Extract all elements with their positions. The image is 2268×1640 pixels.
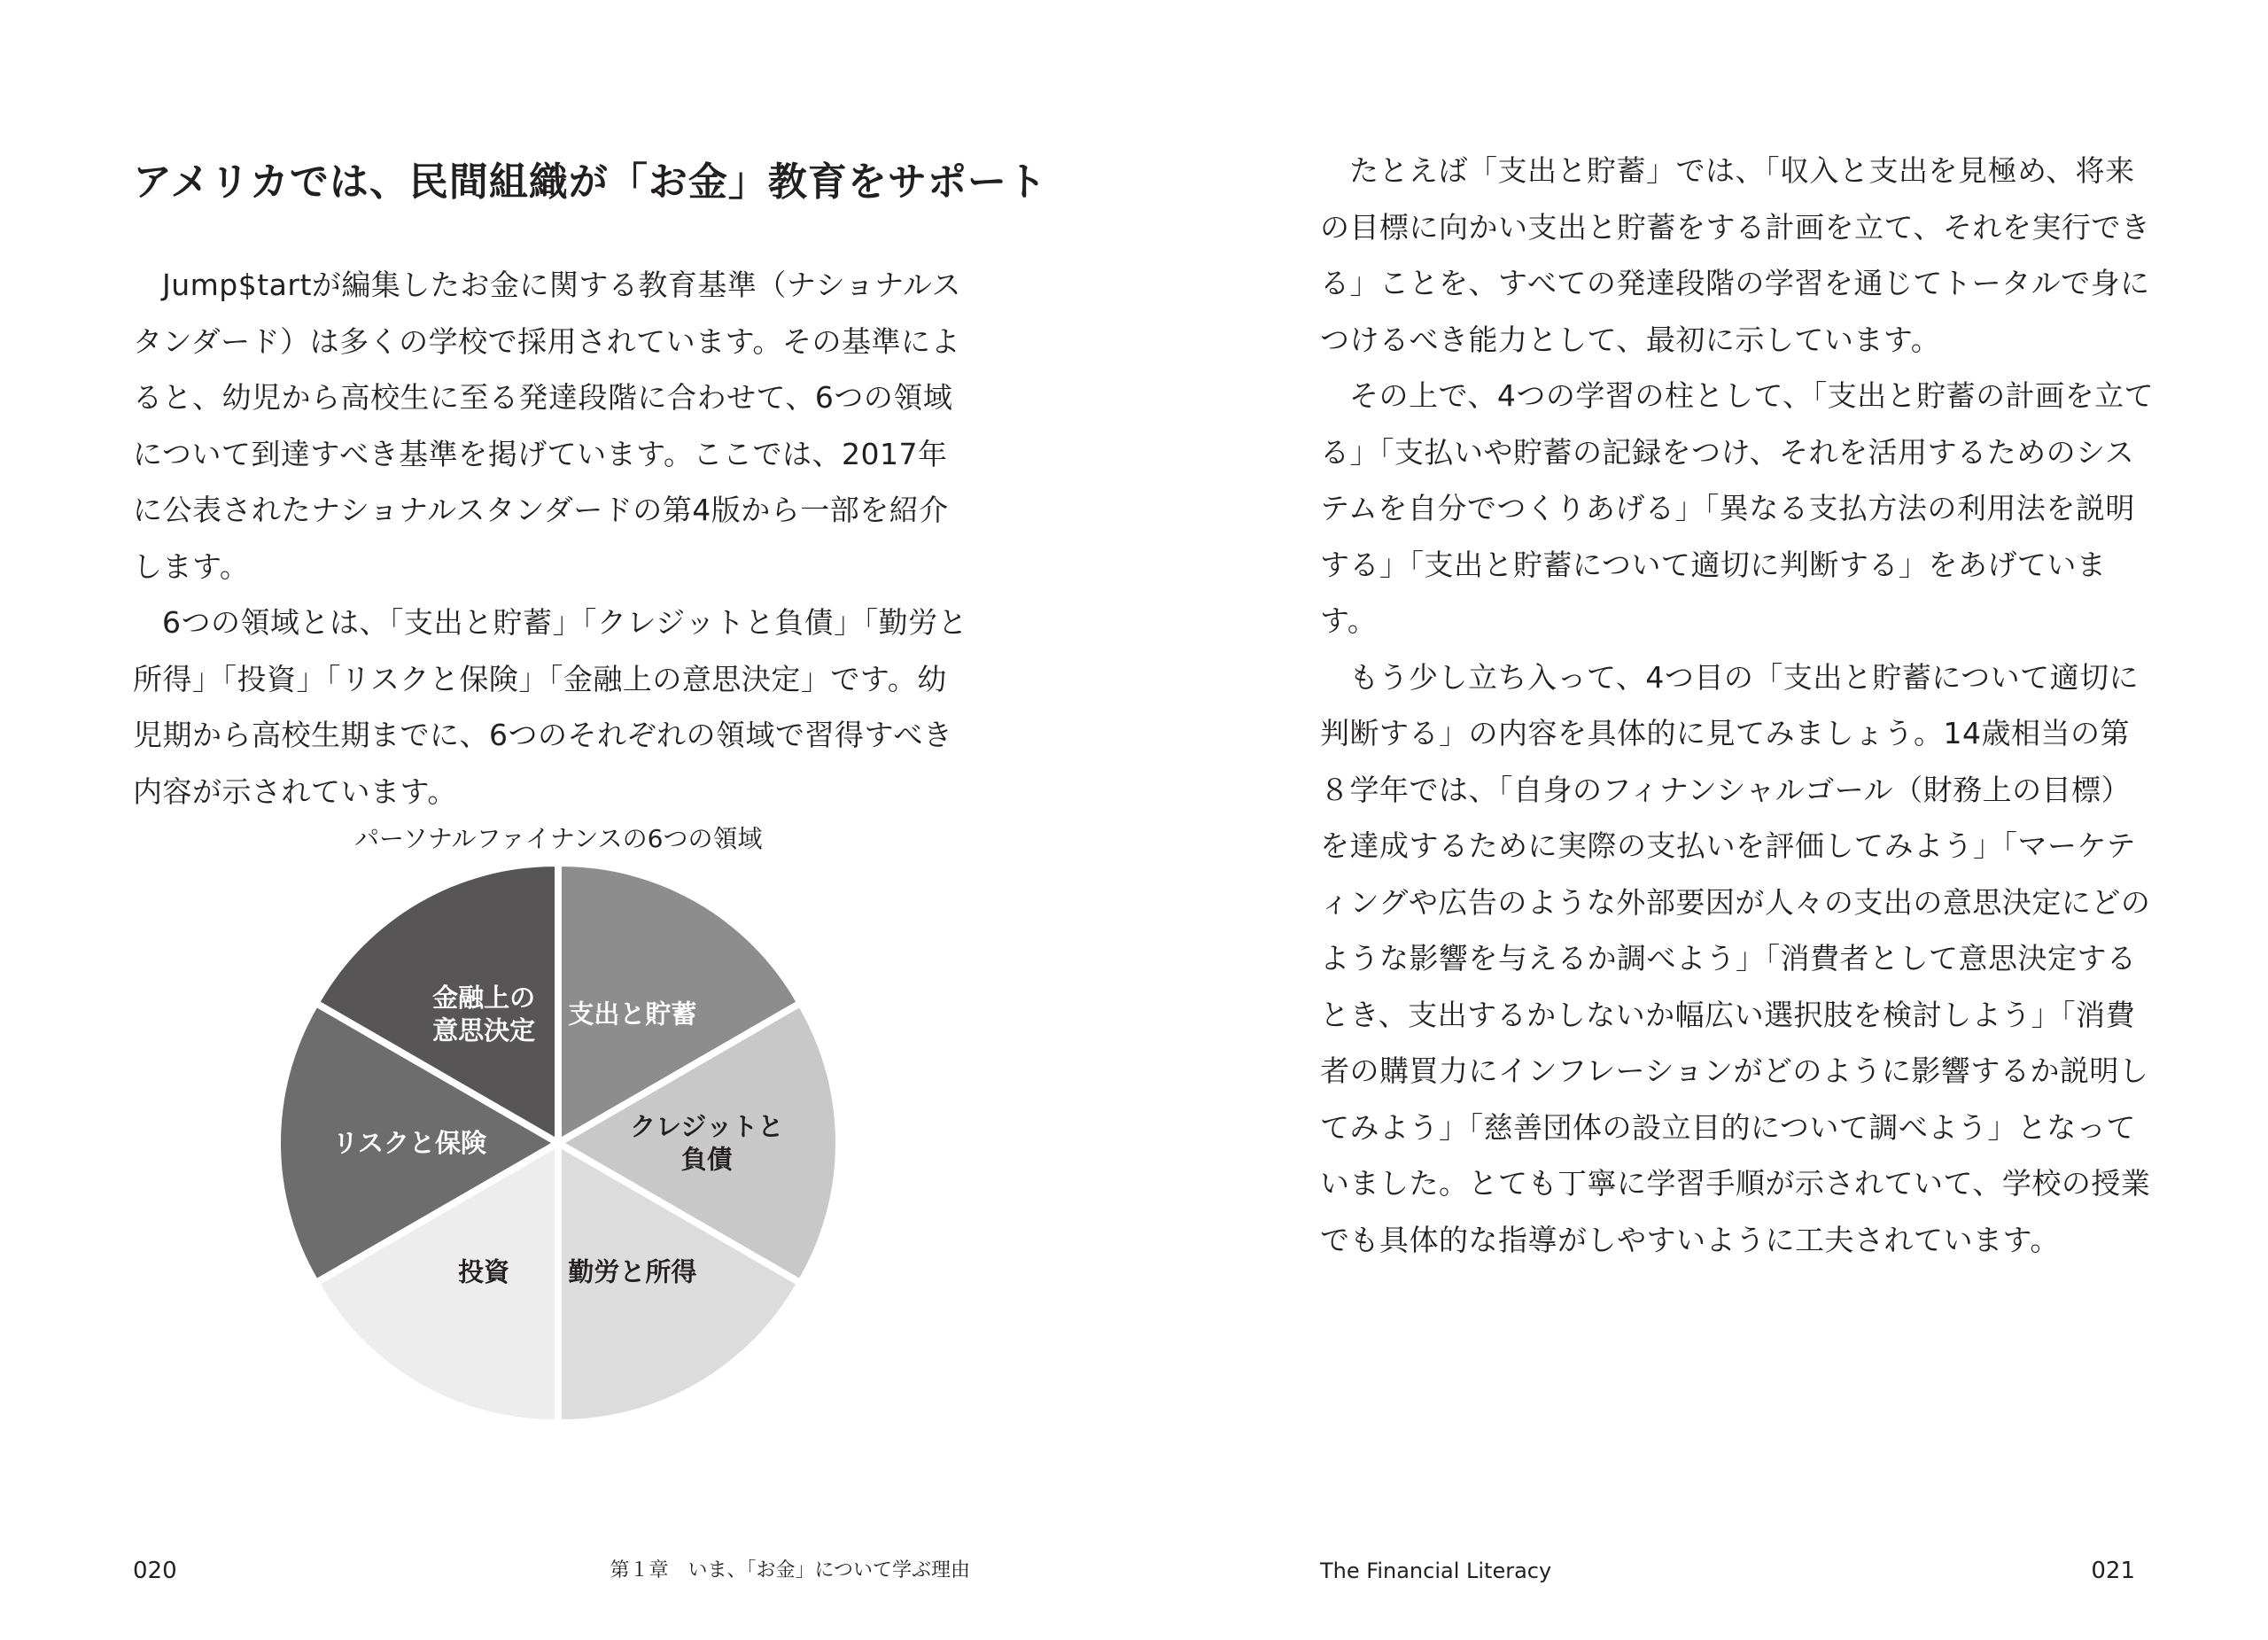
- right-page: [1134, 0, 2268, 1640]
- right-body-text: [1320, 143, 2157, 1268]
- left-body-text: [133, 257, 970, 820]
- pie-slice-label: クレジットと負債: [630, 1111, 784, 1175]
- pie-slice-label: 支出と貯蓄: [568, 999, 697, 1030]
- paragraph: その上で、4つの学習の柱として、「支出と貯蓄の計画を立てる」「支払いや貯蓄の記録をつけ、それを活用するためのシステムを自分でつくりあげる」「異なる支払方法の利用法を説明する」「支出と貯蓄について適切に判断する」をあげています。: [1320, 378, 2155, 638]
- pie-chart: [275, 859, 842, 1426]
- pie-chart-svg: [275, 859, 842, 1426]
- chart-title: パーソナルファイナンスの6つの領域: [354, 824, 763, 853]
- paragraph: たとえば「支出と貯蓄」では、「収入と支出を見極め、将来の目標に向かい支出と貯蓄をする計画を立て、それを実行できる」ことを、すべての発達段階の学習を通じてトータルで身につけるべき能力として、最初に示しています。: [1320, 153, 2151, 357]
- section-heading: アメリカでは、民間組織が「お金」教育をサポート: [133, 159, 1047, 205]
- paragraph: Jump$tartが編集したお金に関する教育基準（ナショナルスタンダード）は多くの学校で採用されています。その基準によると、幼児から高校生に至る発達段階に合わせて、6つの領域について到達すべき基準を掲げています。ここでは、2017年に公表されたナショナルスタンダードの第4版から一部を紹介します。: [133, 268, 961, 584]
- book-title: The Financial Literacy: [1320, 1558, 1552, 1583]
- page-number-left: 020: [133, 1558, 177, 1584]
- pie-slice-label: 勤労と所得: [568, 1256, 697, 1287]
- page-number-right: 021: [2091, 1558, 2135, 1584]
- running-head: 第１章 いま、「お金」について学ぶ理由: [610, 1559, 970, 1582]
- pie-slice-label: 投資: [458, 1256, 510, 1287]
- paragraph: もう少し立ち入って、4つ目の「支出と貯蓄について適切に判断する」の内容を具体的に見てみましょう。14歳相当の第８学年では、「自身のフィナンシャルゴール（財務上の目標）を達成するために実際の支払いを評価してみよう」「マーケティングや広告のような外部要因が人々の支出の意思決定にどのような影響を与えるか調べよう」「消費者として意思決定するとき、支出するかしないか幅広い選択肢を検討しよう」「消費者の購買力にインフレーションがどのように影響するか説明してみよう」「慈善団体の設立目的について調べよう」となっていました。とても丁寧に学習手順が示されていて、学校の授業でも具体的な指導がしやすいように工夫されています。: [1320, 659, 2151, 1257]
- pie-slice-label: 金融上の意思決定: [432, 983, 536, 1046]
- paragraph: 6つの領域とは、「支出と貯蓄」「クレジットと負債」「勤労と所得」「投資」「リスクと保険」「金融上の意思決定」です。幼児期から高校生期までに、6つのそれぞれの領域で習得すべき内容が示されています。: [133, 605, 968, 809]
- pie-slice-label: リスクと保険: [332, 1128, 486, 1158]
